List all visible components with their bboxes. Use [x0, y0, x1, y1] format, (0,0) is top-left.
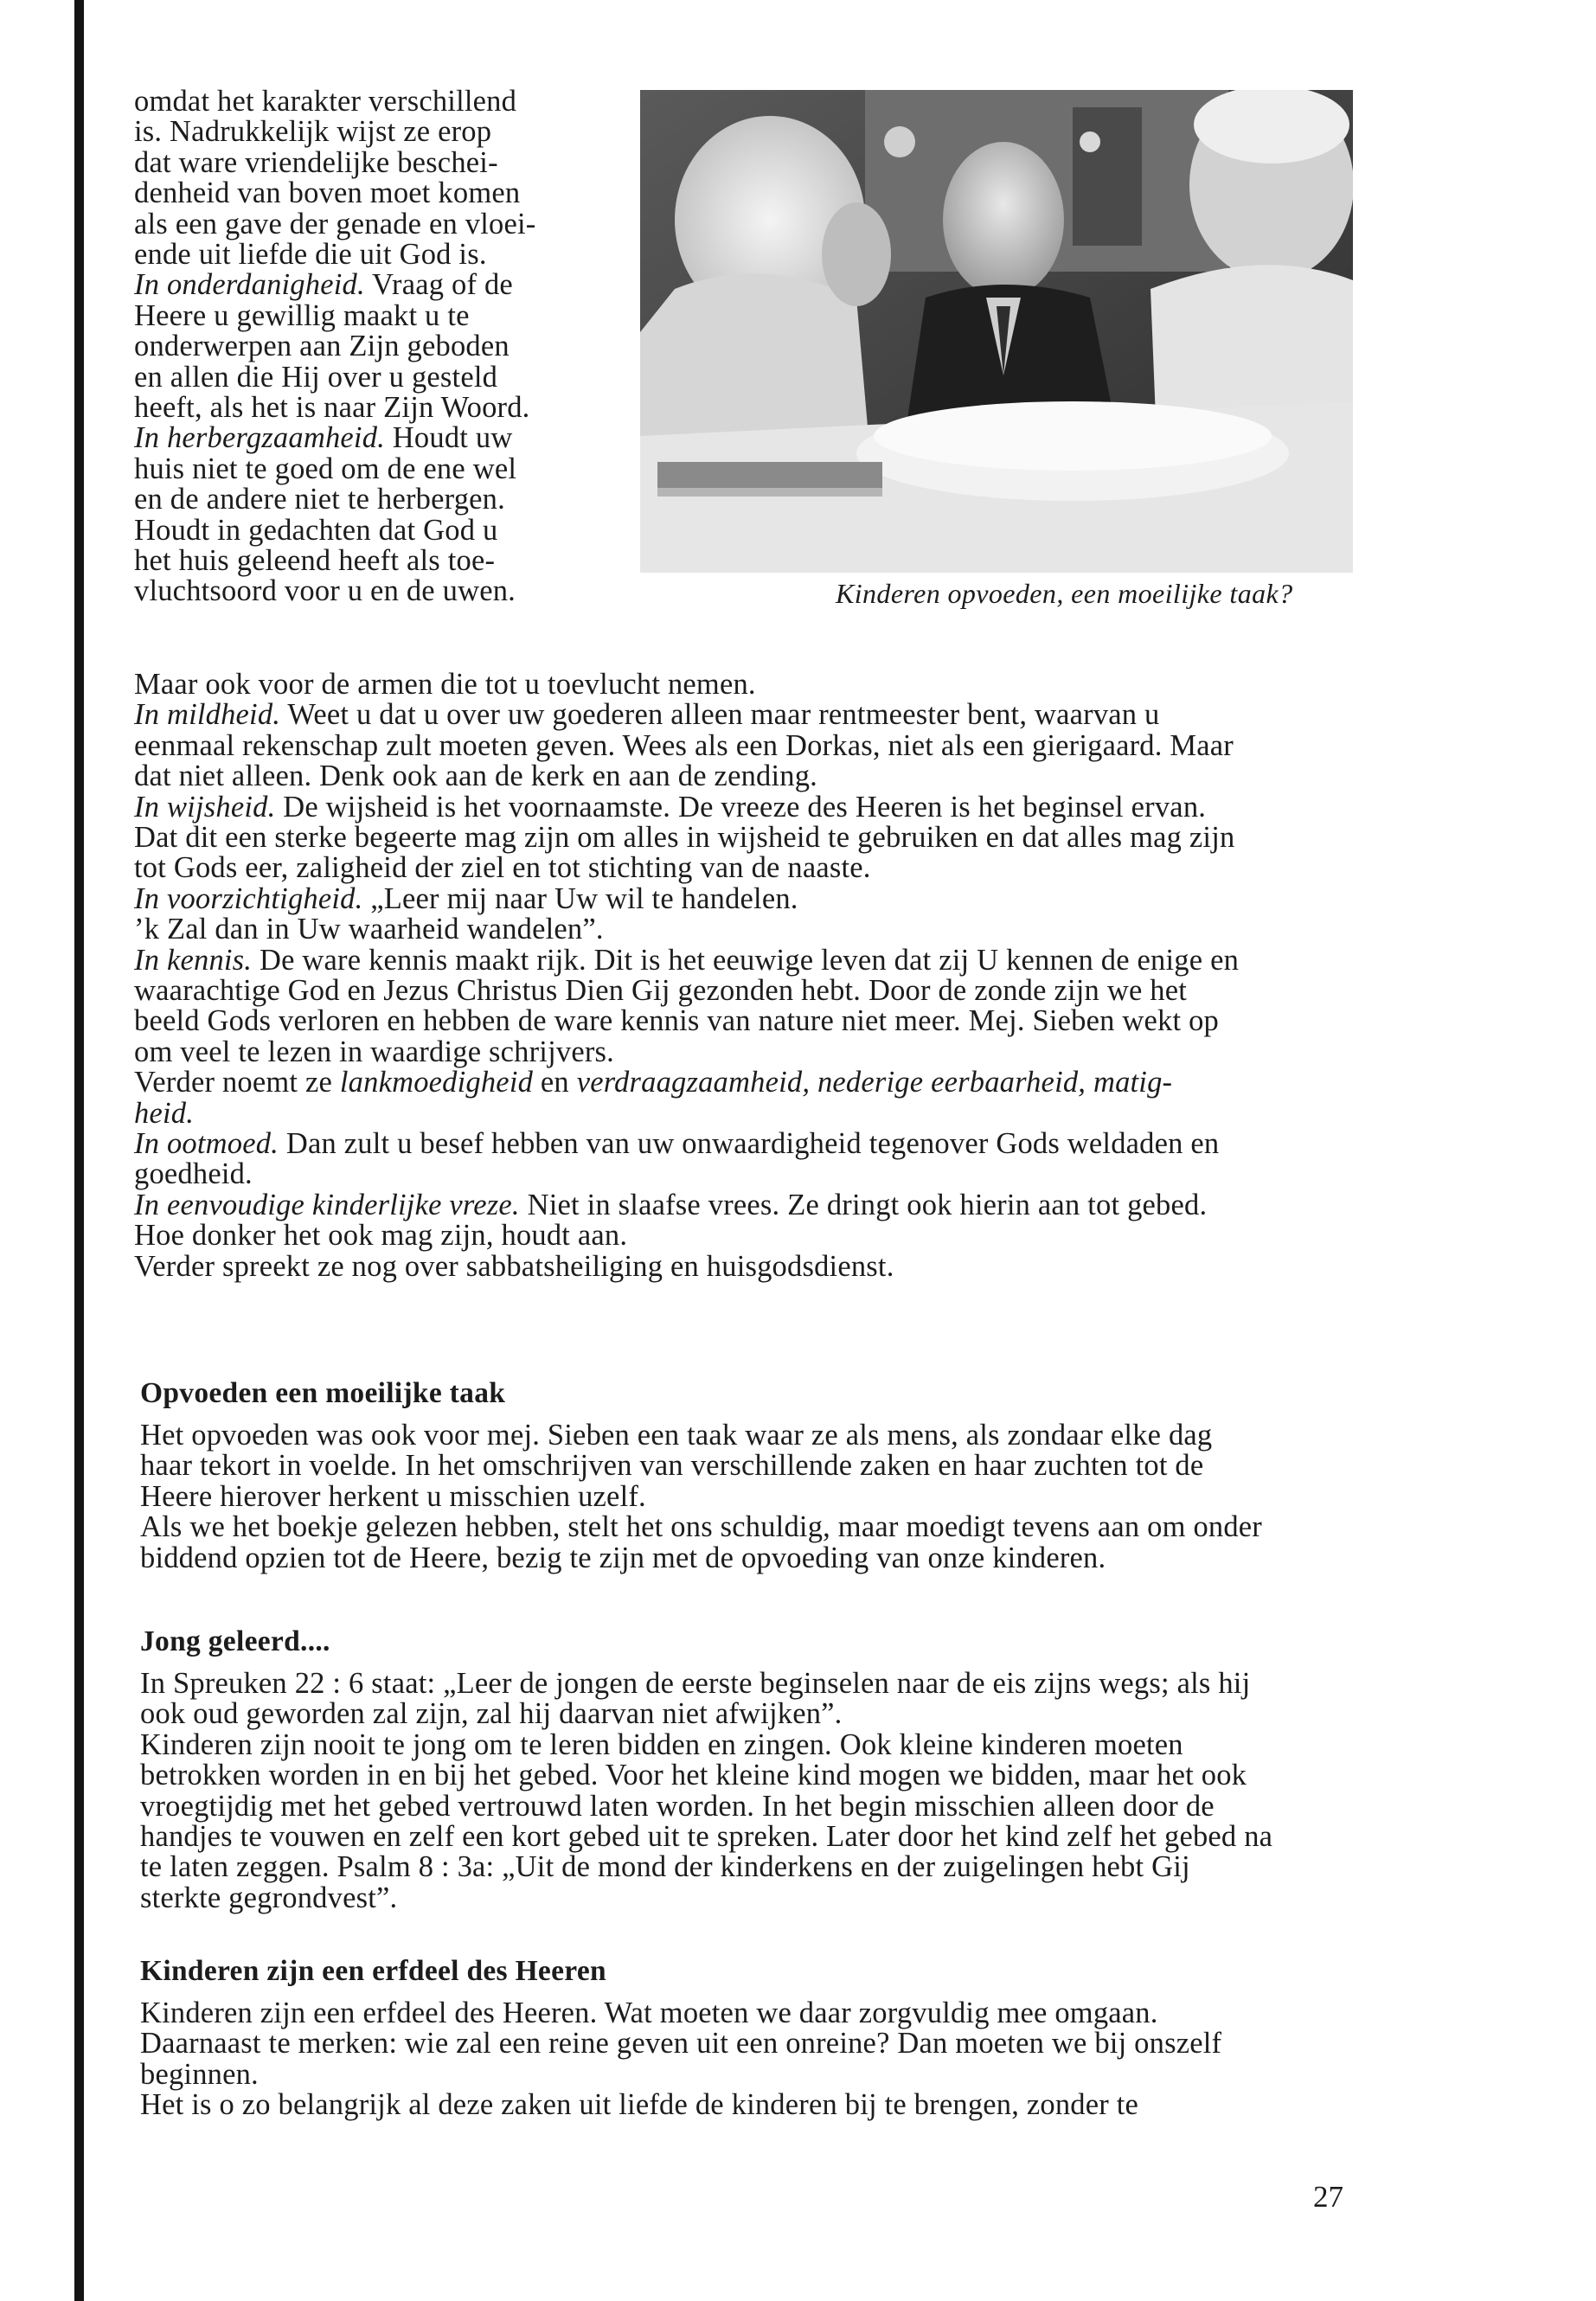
left-column-line [134, 331, 510, 362]
section-heading: Kinderen zijn een erfdeel des Heeren [140, 1955, 606, 1987]
line-text: Heere u gewillig maakt u te [134, 298, 470, 332]
line-text: „Leer mij naar Uw wil te handelen. [362, 881, 798, 915]
section-line: betrokken worden in en bij het gebed. Voor het kleine kind mogen we bidden, maar het ook [140, 1759, 1247, 1792]
line-text: huis niet te goed om de ene wel [134, 452, 517, 485]
left-column-line [134, 209, 535, 240]
line-text: en [533, 1066, 577, 1099]
emphasis-text: In herbergzaamheid. [134, 421, 385, 455]
section-line: ook oud geworden zal zijn, zal hij daarvan niet afwijken”. [140, 1697, 843, 1731]
left-column-line [134, 117, 491, 147]
line-text: is. Nadrukkelijk wijst ze erop [134, 115, 492, 149]
line-text: Verder spreekt ze nog over sabbatsheiliging en huisgodsdienst. [134, 1249, 894, 1283]
left-column-line [134, 270, 513, 300]
body-line [134, 1096, 195, 1130]
line-text: De ware kennis maakt rijk. Dit is het eeuwige leven dat zij U kennen de enige en [252, 943, 1240, 977]
body-line [134, 823, 1234, 853]
line-text: beeld Gods verloren en hebben de ware kennis van nature niet meer. Mej. Sieben wekt op [134, 1004, 1219, 1038]
line-text: waarachtige God en Jezus Christus Dien Gij gezonden hebt. Door de zonde zijn we het [134, 974, 1188, 1007]
body-line [134, 1190, 1207, 1221]
line-text: dat ware vriendelijke beschei- [134, 145, 498, 179]
line-text: eenmaal rekenschap zult moeten geven. Wees als een Dorkas, niet als een gierigaard. Maar [134, 728, 1234, 762]
line-text: Maar ook voor de armen die tot u toevlucht nemen. [134, 668, 756, 701]
photo-children-with-grandfather [640, 90, 1353, 573]
line-text: dat niet alleen. Denk ook aan de kerk en aan de zending. [134, 760, 817, 793]
section-line: handjes te vouwen en zelf een kort gebed uit te spreken. Later door het kind zelf het gebed na [140, 1820, 1273, 1853]
line-text: om veel te lezen in waardige schrijvers. [134, 1035, 614, 1068]
emphasis-text: verdraagzaamheid, nederige eerbaarheid, matig- [576, 1066, 1173, 1099]
body-line [134, 670, 756, 700]
line-text: ’k Zal dan in Uw waarheid wandelen”. [134, 913, 604, 946]
line-text: De wijsheid is het voornaamste. De vreeze des Heeren is het beginsel ervan. [275, 790, 1207, 824]
body-line [134, 1159, 253, 1189]
left-column-line [134, 145, 498, 179]
body-line [134, 792, 1206, 823]
left-column-line [134, 298, 470, 332]
body-line [134, 700, 1160, 730]
binding-edge [74, 0, 84, 2301]
body-line [134, 1067, 1172, 1098]
left-column-line [134, 484, 505, 515]
page-number: 27 [1313, 2180, 1343, 2214]
line-text: Vraag of de [364, 268, 513, 302]
body-line [134, 1249, 894, 1283]
section-line: Daarnaast te merken: wie zal een reine geven uit een onreine? Dan moeten we bij onszelf [140, 2027, 1222, 2061]
body-line [134, 914, 604, 945]
line-text: Niet in slaafse vrees. Ze dringt ook hierin aan tot gebed. [519, 1188, 1208, 1221]
line-text: omdat het karakter verschillend [134, 85, 517, 118]
emphasis-text: In ootmoed. [134, 1127, 279, 1160]
section-line: In Spreuken 22 : 6 staat: „Leer de jongen de eerste beginselen naar de eis zijns wegs; als hij [140, 1667, 1251, 1700]
line-text: Houdt in gedachten dat God u [134, 513, 498, 547]
section-heading: Jong geleerd.... [140, 1625, 330, 1657]
line-text: Dan zult u besef hebben van uw onwaardigheid tegenover Gods weldaden en [279, 1127, 1220, 1160]
section-line: beginnen. [140, 2057, 259, 2091]
body-line [134, 881, 798, 915]
line-text: goedheid. [134, 1157, 253, 1191]
body-line [134, 976, 1187, 1006]
left-column-line [134, 513, 498, 547]
emphasis-text: lankmoedigheid [339, 1066, 534, 1099]
section-line: sterkte gegrondvest”. [140, 1881, 398, 1914]
left-column-line [134, 178, 520, 208]
left-column-line [134, 576, 516, 606]
emphasis-text: In voorzichtigheid. [134, 881, 363, 915]
left-column-line [134, 546, 495, 576]
section-line: vroegtijdig met het gebed vertrouwd laten worden. In het begin misschien alleen door de [140, 1789, 1215, 1823]
left-column-line [134, 423, 512, 453]
line-text: heeft, als het is naar Zijn Woord. [134, 391, 530, 424]
line-text: ende uit liefde die uit God is. [134, 238, 487, 271]
body-line [134, 1221, 627, 1251]
line-text: denheid van boven moet komen [134, 176, 521, 210]
left-column-line [134, 362, 497, 393]
line-text: als een gave der genade en vloei- [134, 207, 536, 240]
left-column-line [134, 454, 516, 484]
left-column-line [134, 240, 487, 270]
line-text: Houdt uw [384, 421, 513, 455]
emphasis-text: In onderdanigheid. [134, 268, 365, 302]
photo-caption: Kinderen opvoeden, een moeilijke taak? [836, 578, 1293, 609]
section-line: Het is o zo belangrijk al deze zaken uit liefde de kinderen bij te brengen, zonder te [140, 2088, 1139, 2122]
emphasis-text: heid. [134, 1096, 195, 1130]
line-text: onderwerpen aan Zijn geboden [134, 330, 510, 363]
left-column-line [134, 393, 530, 423]
left-column-line [134, 87, 516, 117]
section-line: Kinderen zijn nooit te jong om te leren bidden en zingen. Ook kleine kinderen moeten [140, 1727, 1183, 1761]
line-text: Dat dit een sterke begeerte mag zijn om alles in wijsheid te gebruiken en dat alles mag zijn [134, 821, 1235, 854]
body-line [134, 728, 1234, 762]
emphasis-text: In mildheid. [134, 698, 281, 732]
body-line [134, 1037, 614, 1067]
section-line: Kinderen zijn een erfdeel des Heeren. Wat moeten we daar zorgvuldig mee omgaan. [140, 1997, 1158, 2029]
body-line [134, 1006, 1219, 1036]
body-line [134, 1129, 1219, 1159]
section-line: biddend opzien tot de Heere, bezig te zijn met de opvoeding van onze kinderen. [140, 1541, 1106, 1574]
body-line [134, 853, 871, 883]
line-text: het huis geleend heeft als toe- [134, 544, 496, 577]
section-line: Als we het boekje gelezen hebben, stelt het ons schuldig, maar moedigt tevens aan om onder [140, 1510, 1262, 1544]
photo-illustration [640, 90, 1353, 573]
body-line [134, 761, 817, 792]
section-line: te laten zeggen. Psalm 8 : 3a: „Uit de mond der kinderkens en der zuigelingen hebt Gij [140, 1850, 1190, 1884]
line-text: Hoe donker het ook mag zijn, houdt aan. [134, 1219, 628, 1253]
emphasis-text: In wijsheid. [134, 790, 276, 824]
section-line: Heere hierover herkent u misschien uzelf. [140, 1479, 646, 1513]
section-line: haar tekort in voelde. In het omschrijven van verschillende zaken en haar zuchten tot de [140, 1449, 1204, 1483]
section-heading: Opvoeden een moeilijke taak [140, 1377, 506, 1409]
emphasis-text: In eenvoudige kinderlijke vreze. [134, 1188, 520, 1221]
line-text: en de andere niet te herbergen. [134, 483, 505, 516]
section-line: Het opvoeden was ook voor mej. Sieben een taak waar ze als mens, als zondaar elke dag [140, 1419, 1213, 1452]
line-text: vluchtsoord voor u en de uwen. [134, 574, 516, 608]
line-text: en allen die Hij over u gesteld [134, 360, 498, 394]
body-line [134, 945, 1239, 976]
line-text: Verder noemt ze [134, 1066, 340, 1099]
line-text: Weet u dat u over uw goederen alleen maar rentmeester bent, waarvan u [280, 698, 1160, 732]
line-text: tot Gods eer, zaligheid der ziel en tot stichting van de naaste. [134, 851, 871, 885]
emphasis-text: In kennis. [134, 943, 253, 977]
